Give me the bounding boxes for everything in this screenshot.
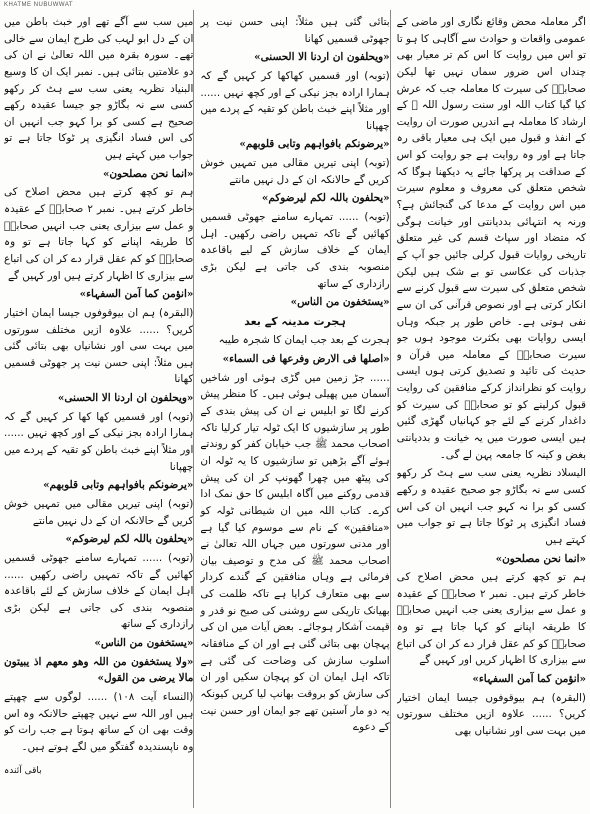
header-strip: KHATME NUBUWWAT (4, 2, 74, 8)
paragraph: (توبہ) اپنی تیریں مقالی میں تمہیں خوش کریں گے حالانکہ ان کے دل نہیں مانتے (200, 157, 390, 186)
paragraph: «یرضونکم بافواہھم وتابی قلوبھم» (43, 479, 194, 492)
paragraph: (توبہ) اپنی تیریں مقالی میں تمہیں خوش کریں گے حالانکہ ان کے دل نہیں مانتے (4, 497, 194, 527)
paragraph: «یستخفون من الناس» (94, 637, 194, 650)
paragraph: «ویحلفون ان اردنا الا الحسنی» (57, 392, 194, 405)
paragraph: الیسلاد نظریہ یعنی سب سے ہٹ کر رکھو کسی سے نہ بگاڑو جو صحیح عقیدہ و رکھے کسی کو برا نہ کہو جب انہیں ان کی اس فساد انگیزی پر ٹوکا جاتا ہے تو جواب میں کہتے ہیں (396, 467, 586, 546)
paragraph: میں سب سے آگے تھے اور خبث باطن میں ان کے دل ابو لہب کی طرح ایمان سے خالی تھے۔ سورہ بقرہ میں اللہ تعالیٰ نے ان کی دو علامتیں بتائی ہیں۔ نمبر ایک ان کا وسیع البنیاد نظریہ یعنی سب سے ہٹ کر رکھو کسی سے نہ بگاڑو جو جیسا عقیدہ رکھے صحیح ہے کسی کو برا کہو جب انہیں ان کی اس فساد انگیزی پر ٹوکا جاتا ہے تو جواب میں کہتے ہیں (4, 16, 194, 162)
paragraph: «یستخفون من الناس» (290, 296, 390, 309)
column-middle (200, 10, 390, 808)
paragraph: ہجرت کے بعد جب ایمان کا شجرہ طیبہ (218, 334, 390, 347)
paragraph: (توبہ) اور قسمیں کھا کھا کر کہیں گے کہ ہمارا ارادہ بجز نیکی کے اور کچھ نہیں ...... اور مثلاً اپنے خبث باطن کو تقیہ کے پردے میں چھپانا (4, 410, 194, 473)
continued-note: باقی آئندہ (4, 765, 42, 776)
column-right (397, 10, 586, 808)
paragraph: «انؤمن کما آمن السفہاء» (79, 288, 194, 301)
paragraph: «انؤمن کما آمن السفہاء» (472, 672, 586, 685)
paragraph: ہم تو کچھ کرتے ہیں محض اصلاح کی خاطر کرتے ہیں۔ نمبر ۲ صحابہؓ کے عقیدہ و عمل سے بیزاری یعنی جب انہیں صحابہؓ کا طریقہ اپنانے کو کہا جاتا ہے تو وہ صحابہؓ کو کم عقل قرار دے کر ان کی اتباع سے بیزاری کا اظہار کرتے ہیں اور کہیں گے (4, 186, 194, 282)
paragraph: ہم تو کچھ کرتے ہیں محض اصلاح کی خاطر کرتے ہیں۔ نمبر ۲ صحابہؓ کے عقیدہ و عمل سے بیزاری یعنی جب انہیں صحابہؓ کا طریقہ اپنانے کو کہا جاتا ہے تو وہ صحابہؓ کو کم عقل قرار دے کر ان کی اتباع سے بیزاری کا اظہار کریں اور کہیں گے (396, 571, 586, 667)
paragraph: «انما نحن مصلحون» (102, 167, 194, 180)
column-left (4, 10, 194, 808)
paragraph: (توبہ) ...... تمہارے سامنے جھوٹی قسمیں کھائیں گے تاکہ تمہیں راضی رکھیں۔ اہل ایمان کے خلاف سازش کے لیے باقاعدہ منصوبہ بندی کی جاتی ہے لیکن بڑی رازداری کے ساتھ (200, 211, 390, 290)
paragraph: اگر معاملہ محض وقائع نگاری اور ماضی کے عمومی واقعات و حوادث سے آگاہی کا ہو تا تو اس میں روایت کا اس کم تر معیار بھی چنداں اس ضرور سماں نہیں تھا لیکن صحابہؓ کی سیرت کا معاملہ جب کہ عرش کیا گیا کتاب اللہ اور سنت رسول اللہ ﷺ کے ارشاد کا معاملہ ہے اندریں صورت ان روایت کے انفذ و قبول میں ایک ہی معیار باقی رہ جاتا ہے اور وہ روایت ہے جو روایت کو اس کے صداقت پر پرکھا جائے یہ دیکھنا ہوگا کہ شخص متعلق کی معروف و معلوم سیرت میں اس روایت کے مدعا کی گنجائش ہے؟ ورنہ یہ انتہائی بددیانتی اور خیانت ہوگی کہ متضاد اور سپاٹ قسم کی غیر متعلق تاریخی روایات قبول کرلی جائیں جو آپ کے جذبات کی عکاسی تو بے شک ہیں لیکن شخص متعلق کی سیرت سے قبول کرنے سے انکار کرتی ہے اور نصوص قرآنی کی ان سے نفی ہوتی ہے۔ خاص طور پر جبکہ وہاں ایسی روایات بھی بکثرت موجود ہوں جو سیرت صحابہؓ کے معاملہ میں قرآن و حدیث کی تائید و تصدیق کرتی ہوں ایسی روایت کو نظرانداز کرکے منافقین کی روایت قبول کرلینے کو تو صحابہؓ کی سیرت کو داغدار کرنے کے لئے جو کہانیاں گھڑی گئیں ہیں ایسی صورت میں یہ خیانت و بددیانتی بغض و کینہ کا جامعہ پہن لے گی۔ (396, 16, 586, 461)
columns (4, 10, 586, 808)
paragraph: «یحلفون باللہ لکم لیرضوکم» (65, 533, 194, 546)
paragraph: «ولا یستخفون من اللہ وھو معھم اذ یبیتون مالا یرضی من القول» (4, 655, 194, 685)
paragraph: (توبہ) اور قسمیں کھاکھا کر کہیں گے کہ ہمارا ارادہ بجز نیکی کے اور کچھ نہیں ...... اور مثلاً اپنے خبث باطن کو تقیہ کے پردے میں چھپانا (200, 69, 390, 132)
paragraph: «ویحلفون ان اردنا الا الحسنی» (254, 51, 390, 64)
paragraph: «اصلھا فی الارض وفرعھا فی السماء» (222, 353, 390, 366)
paragraph: «یرضونکم بافواہھم وتابی قلوبھم» (239, 138, 390, 151)
paragraph: (النساء آیت ۱۰۸) ...... لوگوں سے چھپتے ہیں اور اللہ سے نہیں چھپتے حالانکہ وہ اس وقت بھی ان کے ساتھ ہوتا ہے جب رات کو وہ ناپسندیدہ گفتگو میں لگے ہوتے ہیں۔ (4, 690, 194, 753)
paragraph: (البقرہ) ہم بیوقوفوں جیسا ایمان اختیار کریں؟ ...... علاوہ ازیں مختلف سورتوں میں بہت سی اور نشانیاں بھی (396, 691, 586, 737)
paragraph: «انما نحن مصلحون» (495, 552, 586, 565)
paragraph: بتائی گئی ہیں مثلاً: اپنی حسن نیت پر جھوٹی قسمیں کھانا (200, 16, 390, 45)
paragraph: ...... جڑ زمین میں گڑی ہوئی اور شاخیں آسمان میں پھیلی ہوئی ہیں۔ کا منظر پیش کرنے لگا تو ابلیس نے ان کی پیش بندی کے طور پر سازشیوں کا ایک ٹولہ تیار کرلیا تاکہ اصحاب محمد ﷺ جب خیابان کفر کو روندتے ہوئے آگے بڑھیں تو سازشیوں کا یہ ٹولہ ان کی پیٹھ میں چھرا گھونپ کر ان کی پیش قدمی روکنے میں آگاہ ابلیس کا حق نمک ادا کرے۔ کتاب اللہ میں ان شیطانی ٹولہ کو «منافقین» کے نام سے موسوم کیا گیا ہے اور مدنی سورتوں میں جہاں اللہ تعالیٰ نے اصحاب محمد ﷺ کی مدح و توصیف بیان فرمائی ہے وہاں منافقین کے گندے کردار سے بھی متعارف کرایا ہے تاکہ ظلمت کی بھیانک تاریکی سے روشنی کی صبح نو قدر و قیمت آشکار ہوجائے۔ بعض آیات میں ان کی پہچان بھی بتائی گئی ہے اور ان کے منافقانہ اسلوب سازش کی وضاحت کی گئی ہے تاکہ اہل ایمان ان کو پہچان سکیں اور ان کی سازش کو بروقت بھانپ لیا کریں کیونکہ یہ دو مار آستین تھے جو ایمان اور حسن نیت کے دعوے (200, 371, 390, 734)
paragraph: (توبہ) ...... تمہارے سامنے جھوٹی قسمیں کھائیں گے تاکہ تمہیں راضی رکھیں ...... اہل ایمان کے خلاف سازش کے لئے باقاعدہ منصوبہ بندی کی جاتی ہے لیکن بڑی رازداری کے ساتھ (4, 551, 194, 631)
paragraph: (البقرہ) ہم ان بیوقوفوں جیسا ایمان اختیار کریں؟ ...... علاوہ ازیں مختلف سورتوں میں بہت سی اور نشانیاں بھی بتائی گئی ہیں مثلاً: اپنی حسن نیت پر جھوٹی قسمیں کھانا (4, 306, 194, 386)
paragraph: «یحلفون باللہ لکم لیرضوکم» (261, 192, 390, 205)
section-heading: ہجرت مدینہ کے بعد (244, 314, 346, 328)
